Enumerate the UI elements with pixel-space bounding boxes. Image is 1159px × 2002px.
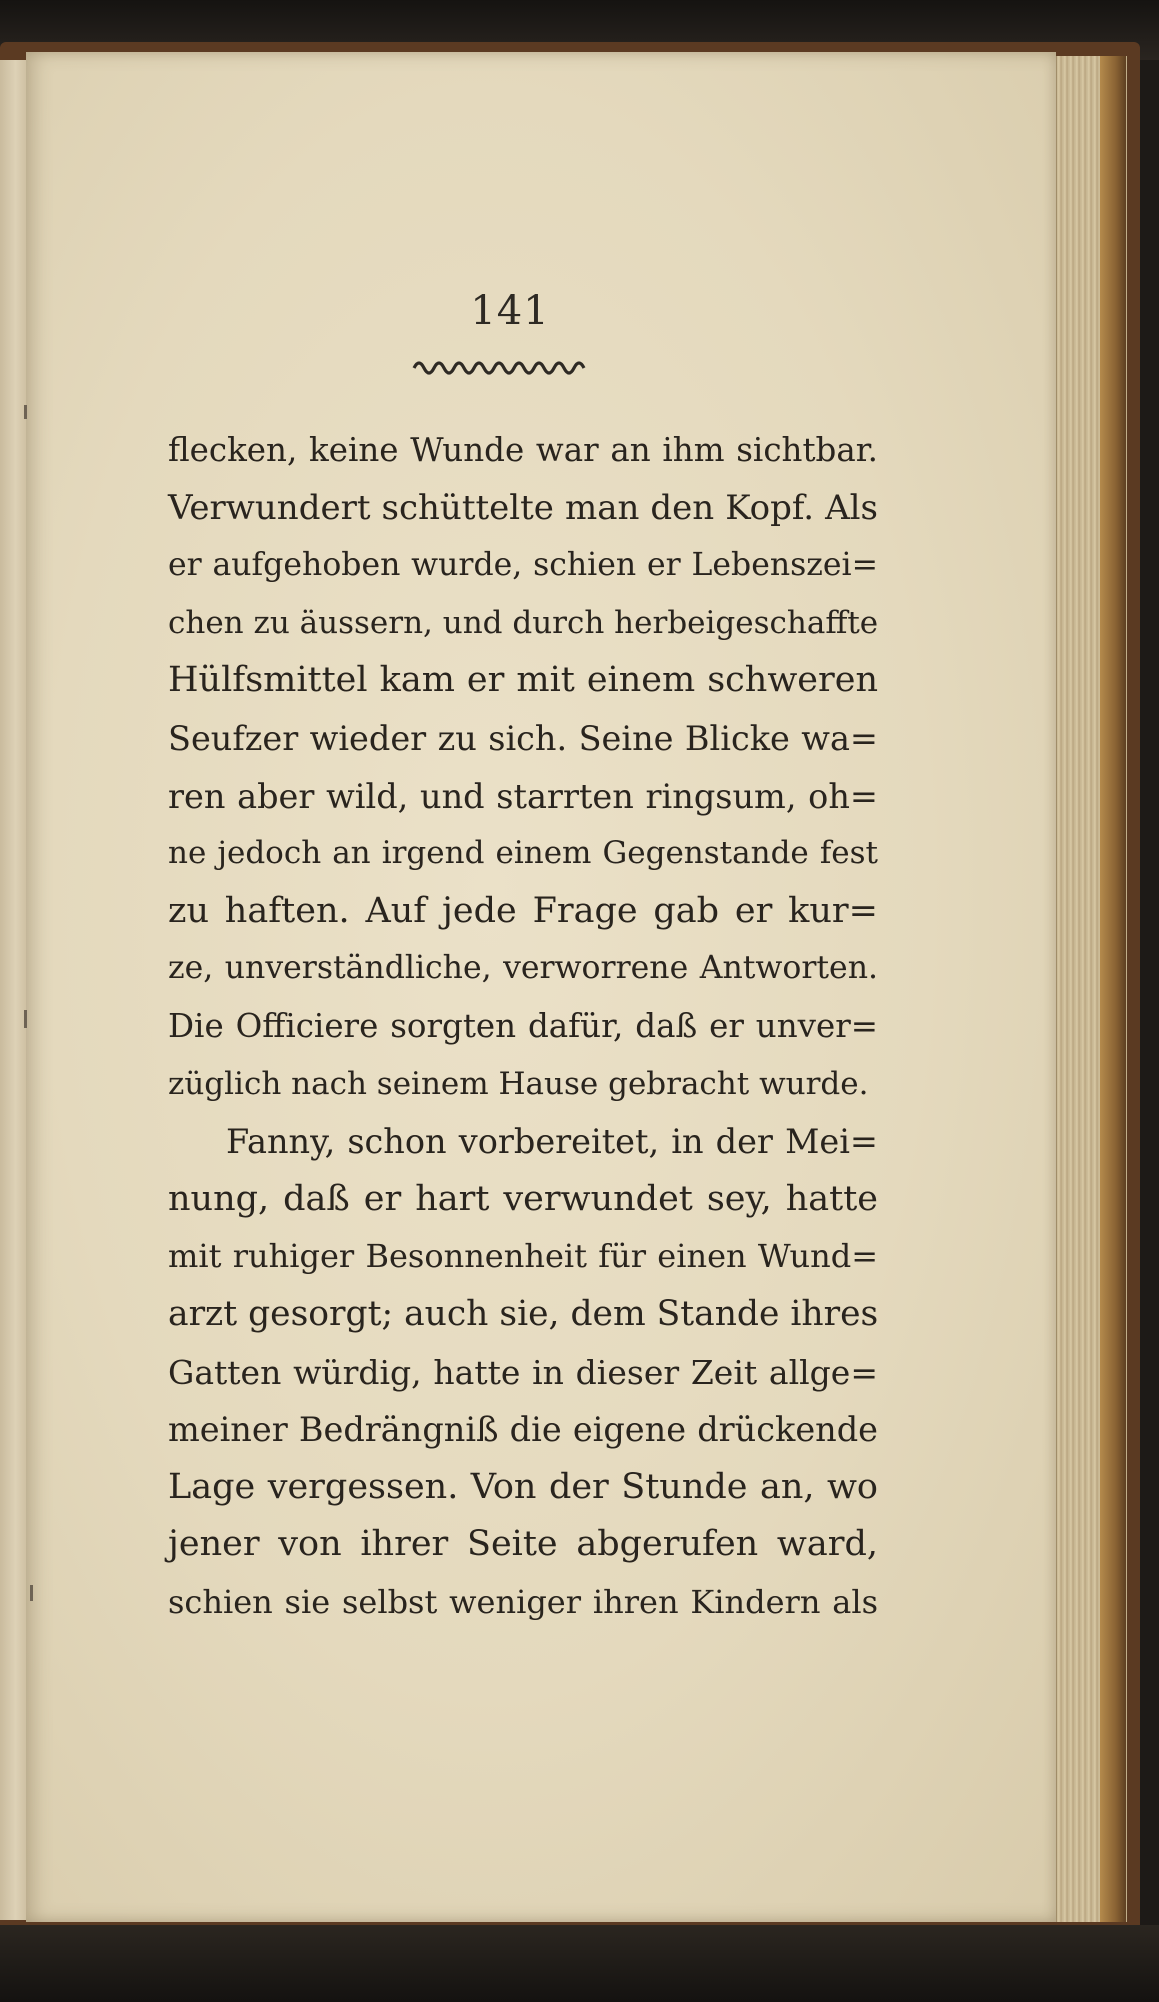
page-number: 141 bbox=[470, 288, 550, 334]
text-line: Lage vergessen. Von der Stunde an, wo bbox=[168, 1466, 878, 1507]
text-line: Die Officiere sorgten dafür, daß er unver= bbox=[168, 1006, 878, 1045]
margin-mark bbox=[30, 1585, 33, 1601]
ornament-divider bbox=[410, 354, 590, 378]
text-line: züglich nach seinem Hause gebracht wurde. bbox=[168, 1065, 869, 1102]
page-text bbox=[168, 422, 878, 1631]
text-line: Verwundert schüttelte man den Kopf. Als bbox=[168, 487, 878, 528]
text-line: Gatten würdig, hatte in dieser Zeit allge= bbox=[168, 1352, 878, 1392]
margin-mark bbox=[24, 1010, 27, 1028]
background-bottom bbox=[0, 1925, 1159, 2002]
text-line: flecken, keine Wunde war an ihm sichtbar. bbox=[168, 431, 878, 469]
text-line: mit ruhiger Besonnenheit für einen Wund= bbox=[168, 1237, 878, 1276]
text-line: Seufzer wieder zu sich. Seine Blicke wa= bbox=[168, 718, 878, 758]
text-line: zu haften. Auf jede Frage gab er kur= bbox=[168, 890, 878, 931]
text-line: ren aber wild, und starrten ringsum, oh= bbox=[168, 776, 878, 816]
text-line: meiner Bedrängniß die eigene drückende bbox=[168, 1410, 878, 1450]
text-line: ze, unverständliche, verworrene Antworten. bbox=[168, 950, 878, 987]
text-line: er aufgehoben wurde, schien er Lebenszei= bbox=[168, 547, 878, 584]
text-line: chen zu äussern, und durch herbeigeschaffte bbox=[168, 604, 879, 641]
gilt-edge bbox=[1100, 56, 1126, 1922]
text-line: arzt gesorgt; auch sie, dem Stande ihres bbox=[168, 1293, 879, 1334]
margin-mark bbox=[24, 405, 27, 419]
text-line: Fanny, schon vorbereitet, in der Mei= bbox=[226, 1122, 878, 1162]
text-line: ne jedoch an irgend einem Gegenstande fest bbox=[168, 835, 878, 872]
text-line: Hülfsmittel kam er mit einem schweren bbox=[168, 660, 878, 701]
left-page-edge bbox=[0, 60, 27, 1920]
text-line: jener von ihrer Seite abgerufen ward, bbox=[168, 1524, 878, 1565]
text-line: nung, daß er hart verwundet sey, hatte bbox=[168, 1178, 878, 1219]
text-line: schien sie selbst weniger ihren Kindern als bbox=[168, 1582, 878, 1621]
